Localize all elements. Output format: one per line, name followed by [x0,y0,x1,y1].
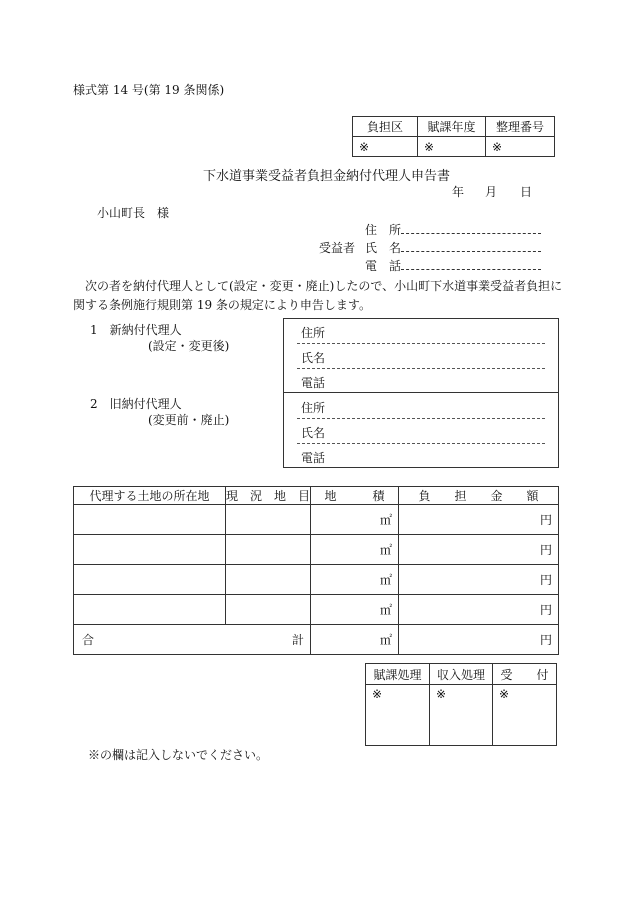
total-label-left: 合 [82,633,95,647]
land-location-cell[interactable] [74,595,226,625]
processing-mark: ※ [430,685,493,746]
land-category-cell[interactable] [226,535,311,565]
footnote: ※の欄は記入しないでください。 [88,748,269,762]
amount-cell[interactable]: 円 [399,505,559,535]
form-label: 様式第 14 号(第 19 条関係) [73,83,225,97]
area-cell[interactable]: ㎡ [311,505,399,535]
land-location-cell[interactable] [74,535,226,565]
total-label-right: 計 [292,633,305,647]
beneficiary-phone-label: 電 話 [365,259,402,273]
new-agent-heading [90,321,182,338]
beneficiary-name-field[interactable] [365,239,541,256]
old-agent-name-field[interactable]: 氏名 [301,426,326,440]
date-month-label: 月 [485,185,498,199]
body-text-line-1: 次の者を納付代理人として(設定・変更・廃止)したので、小山町下水道事業受益者負担に [85,279,563,293]
office-header-serial-number: 整理番号 [486,117,555,137]
new-agent-address-field[interactable]: 住所 [301,326,326,340]
area-cell[interactable]: ㎡ [311,565,399,595]
land-location-cell[interactable] [74,505,226,535]
amount-cell[interactable]: 円 [399,595,559,625]
office-mark: ※ [486,137,555,157]
total-amount-cell[interactable]: 円 [399,625,559,655]
land-category-cell[interactable] [226,565,311,595]
processing-header-reception: 受 付 [493,664,557,685]
table-row [74,505,559,535]
amount-cell[interactable]: 円 [399,565,559,595]
table-row [74,565,559,595]
old-agent-note: (変更前・廃止) [148,413,230,427]
beneficiary-name-line [401,239,541,252]
beneficiary-address-label: 住 所 [365,223,402,237]
total-area-cell[interactable]: ㎡ [311,625,399,655]
old-agent-title: 旧納付代理人 [109,397,182,411]
office-header-fiscal-year: 賦課年度 [418,117,486,137]
new-agent-title: 新納付代理人 [109,323,182,337]
land-table-header [74,487,559,505]
dashed-separator [297,368,545,369]
header-land-category: 現 況 地 目 [226,487,311,505]
processing-mark: ※ [493,685,557,746]
processing-mark: ※ [366,685,430,746]
header-land-area: 地 積 [311,487,399,505]
total-label-cell [74,625,311,655]
addressee: 小山町長 様 [97,206,170,220]
new-agent-note: (設定・変更後) [148,339,230,353]
processing-header-assessment: 賦課処理 [366,664,430,685]
new-agent-number: 1 [90,323,98,337]
old-agent-number: 2 [90,397,98,411]
header-land-location: 代理する土地の所在地 [74,487,226,505]
area-cell[interactable]: ㎡ [311,595,399,625]
beneficiary-address-line [401,221,541,234]
dashed-separator [297,343,545,344]
agent-box-divider [283,392,558,393]
header-burden-amount: 負 担 金 額 [399,487,559,505]
body-text-line-2: 関する条例施行規則第 19 条の規定により申告します。 [73,298,371,312]
amount-cell[interactable]: 円 [399,535,559,565]
beneficiary-phone-field[interactable] [365,257,541,274]
beneficiary-address-field[interactable] [365,221,541,238]
area-cell[interactable]: ㎡ [311,535,399,565]
dashed-separator [297,418,545,419]
beneficiary-phone-line [401,257,541,270]
new-agent-phone-field[interactable]: 電話 [301,376,326,390]
date-day-label: 日 [520,185,533,199]
office-mark: ※ [353,137,418,157]
office-use-box [352,116,555,157]
office-mark: ※ [418,137,486,157]
old-agent-phone-field[interactable]: 電話 [301,451,326,465]
total-row [74,625,559,655]
document-title: 下水道事業受益者負担金納付代理人申告書 [203,169,451,184]
old-agent-address-field[interactable]: 住所 [301,401,326,415]
processing-header-income: 収入処理 [430,664,493,685]
beneficiary-role: 受益者 [319,241,356,255]
date-year-label: 年 [452,185,465,199]
office-header-burden-area: 負担区 [353,117,418,137]
beneficiary-name-label: 氏 名 [365,241,402,255]
land-category-cell[interactable] [226,505,311,535]
table-row [74,595,559,625]
land-location-cell[interactable] [74,565,226,595]
dashed-separator [297,443,545,444]
new-agent-name-field[interactable]: 氏名 [301,351,326,365]
land-category-cell[interactable] [226,595,311,625]
land-table [73,486,559,655]
table-row [74,535,559,565]
processing-box [365,663,557,746]
old-agent-heading [90,395,182,412]
